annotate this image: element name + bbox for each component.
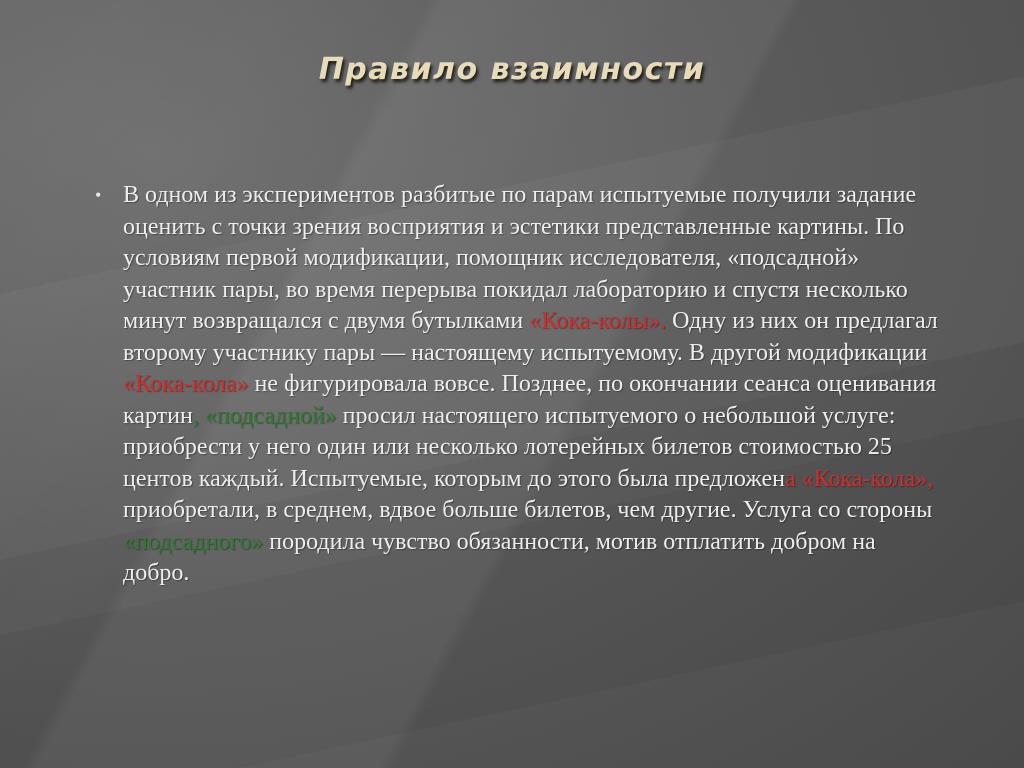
paragraph-segment: приобретали, в среднем, вдвое больше билетов, чем другие. Услуга со стороны (123, 497, 933, 523)
paragraph-segment: Одну из них он предлагал второму участнику пары — настоящему испытуемому. В другой модификации (123, 308, 938, 366)
paragraph-segment: не фигурировала вовсе. Позднее, по окончании сеанса оценивания картин (123, 371, 937, 429)
slide-content (95, 180, 945, 590)
paragraph-segment: просил настоящего испытуемого о небольшой услуге: приобрести у него один или несколько лотерейных билетов стоимостью 25 центов каждый. Испытуемые, которым до этого была предложен (123, 402, 896, 492)
slide-title: Правило взаимности (318, 52, 706, 87)
paragraph-segment: В одном из экспериментов разбитые по парам испытуемые получили задание оценить с точки зрения восприятия и эстетики представленные картины. По условиям первой модификации, помощник исследователя, «подсадной» участник пары, во время перерыва покидал лабораторию и спустя несколько минут возвращался с двумя бутылками (123, 182, 917, 334)
bullet-icon: • (95, 185, 102, 205)
paragraph-highlight-red: «Кока-кола» (123, 371, 249, 397)
paragraph-highlight-red: «Кока-колы». (529, 308, 667, 334)
paragraph-highlight-green: , «подсадной» (192, 402, 337, 429)
bullet-paragraph (123, 180, 938, 590)
bullet-item (95, 180, 945, 590)
paragraph-highlight-red: а «Кока-кола», (785, 465, 934, 492)
paragraph-segment: породила чувство обязанности, мотив отплатить добром на добро. (123, 528, 876, 586)
paragraph-highlight-green: «подсадного» (123, 528, 264, 555)
